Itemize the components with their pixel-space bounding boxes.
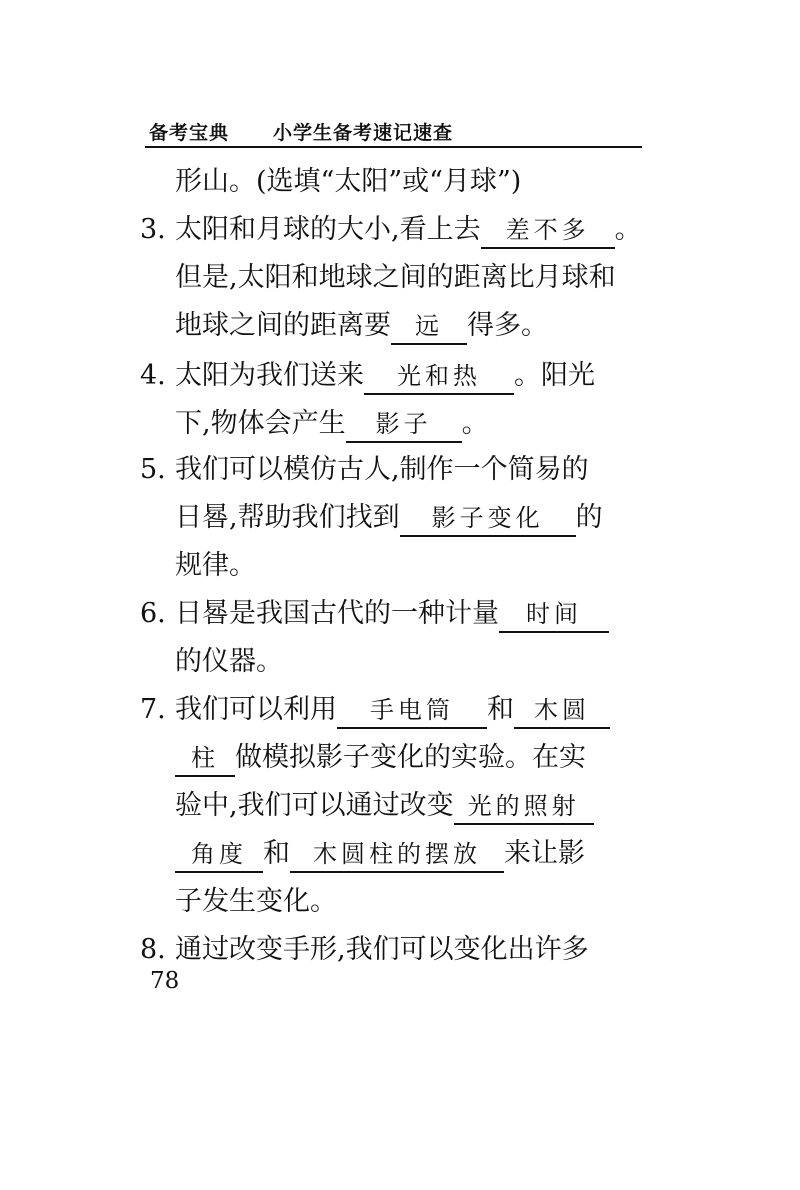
question-7-line-3	[140, 784, 685, 828]
question-6-line-1	[140, 592, 650, 636]
line-text: 验中,我们可以通过改变	[175, 790, 454, 821]
answer-blank: 木圆	[514, 693, 610, 729]
line-text: 形山。(选填“太阳”或“月球”)	[175, 166, 522, 197]
question-number: 5.	[140, 454, 166, 485]
question-3-line-2	[140, 256, 685, 300]
line-text: 我们可以模仿古人,制作一个简易的	[175, 454, 589, 485]
line-text: 和	[263, 838, 290, 869]
line-text: 地球之间的距离要	[175, 310, 391, 341]
answer-blank: 木圆柱的摆放	[290, 837, 504, 873]
answer-blank: 手电筒	[337, 693, 487, 729]
question-number: 3.	[140, 214, 166, 245]
line-text: 日晷是我国古代的一种计量	[175, 598, 499, 629]
line-text: 太阳和月球的大小,看上去	[175, 214, 481, 245]
book-title: 备考宝典	[149, 122, 230, 144]
line-text: 的仪器。	[175, 646, 283, 677]
question-7-line-5	[140, 880, 685, 924]
line-text: 。阳光	[514, 360, 595, 391]
line-text: 通过改变手形,我们可以变化出许多	[175, 934, 589, 965]
question-number: 6.	[140, 598, 166, 629]
question-4-line-2	[140, 402, 685, 446]
question-number: 8.	[140, 934, 166, 965]
answer-blank: 角度	[175, 837, 263, 873]
line-text: 我们可以利用	[175, 694, 337, 725]
answer-blank: 光的照射	[454, 789, 594, 825]
question-7-line-2	[140, 736, 685, 780]
question-6-line-2	[140, 640, 685, 684]
line-text: 日晷,帮助我们找到	[175, 502, 400, 533]
question-3-line-3	[140, 304, 685, 348]
line-text: 和	[487, 694, 514, 725]
answer-blank: 柱	[175, 741, 235, 777]
question-7-line-4	[140, 832, 685, 876]
line-text: 。	[461, 408, 489, 439]
question-5-line-2	[140, 496, 685, 540]
question-number: 4.	[140, 360, 166, 391]
question-8-line-1	[140, 928, 650, 972]
answer-blank: 光和热	[364, 359, 514, 395]
running-header	[145, 116, 642, 148]
question-7-line-1	[140, 688, 650, 732]
question-5-line-1	[140, 448, 650, 492]
question-4-line-1	[140, 354, 650, 398]
line-text: 子发生变化。	[175, 886, 337, 917]
answer-blank: 影子变化	[400, 501, 576, 537]
answer-blank: 差不多	[481, 213, 615, 249]
line-text: 得多。	[467, 310, 548, 341]
answer-blank: 时间	[499, 597, 609, 633]
question-number: 7.	[140, 694, 166, 725]
line-text: 但是,太阳和地球之间的距离比月球和	[175, 262, 616, 293]
question-3-line-1	[140, 208, 650, 252]
line-text: 的	[575, 502, 603, 533]
line-text: 。	[614, 214, 642, 245]
series-title: 小学生备考速记速查	[273, 122, 454, 144]
answer-blank: 远	[391, 309, 467, 345]
line-text: 规律。	[175, 550, 256, 581]
line-text: 来让影	[504, 838, 585, 869]
line-text: 太阳为我们送来	[175, 360, 364, 391]
question-5-line-3	[140, 544, 685, 588]
line-text: 做模拟影子变化的实验。在实	[235, 742, 586, 773]
line-text: 下,物体会产生	[175, 408, 346, 439]
page-number: 78	[150, 968, 180, 994]
text-line	[140, 160, 685, 204]
answer-blank: 影子	[346, 407, 462, 443]
